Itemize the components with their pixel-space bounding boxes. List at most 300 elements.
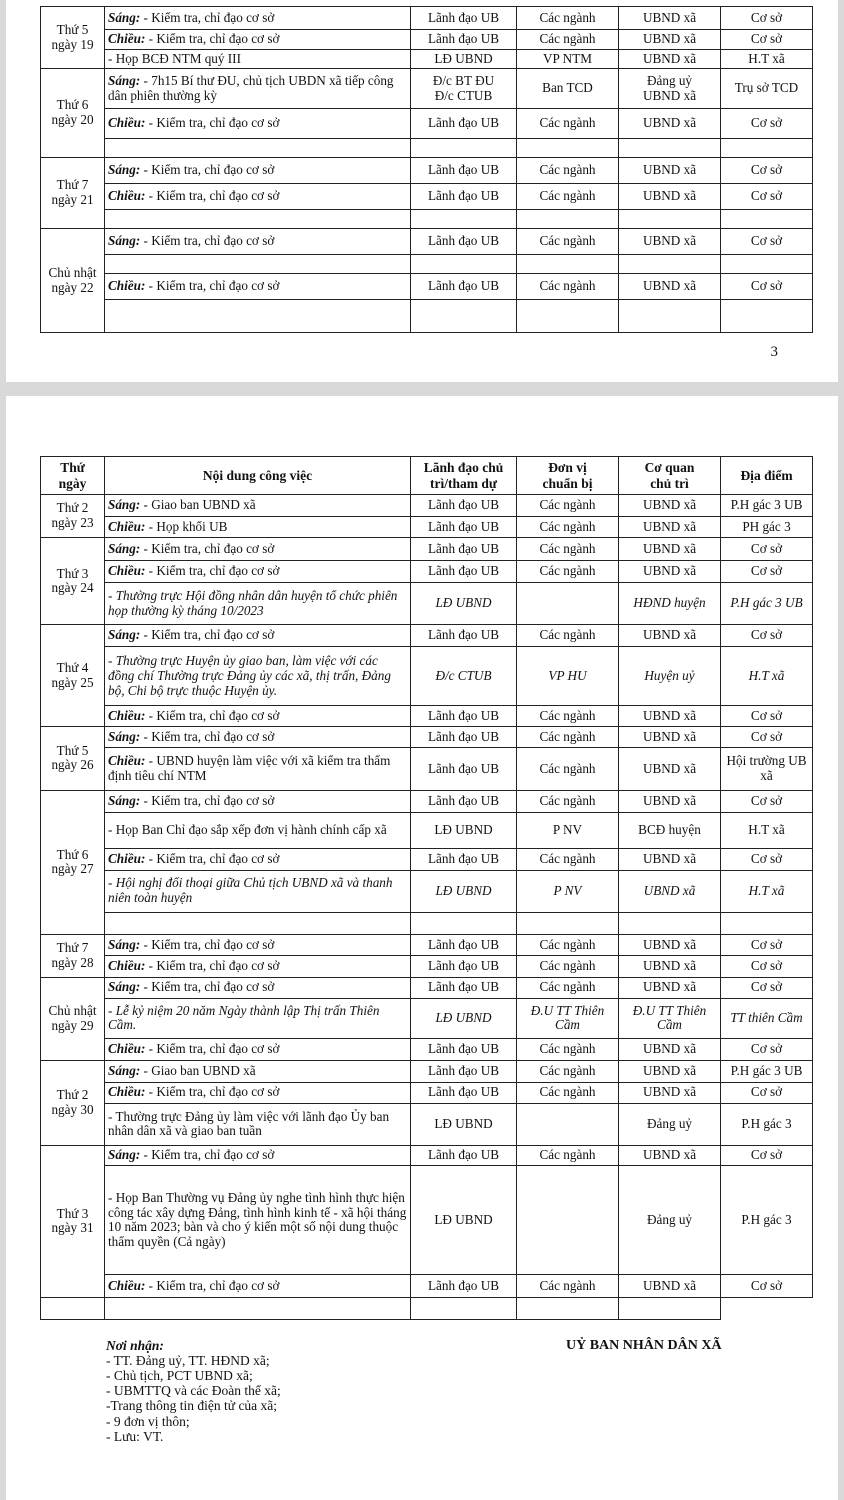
lead-cell: Lãnh đạo UB — [411, 748, 517, 790]
prep-unit-cell — [517, 1166, 619, 1275]
content-text: - Kiểm tra, chỉ đạo cơ sở — [145, 1277, 280, 1293]
day-cell: Chủ nhật ngày 22 — [41, 229, 105, 333]
content-cell — [105, 582, 411, 624]
content-cell — [105, 956, 411, 977]
table-row — [41, 1103, 813, 1145]
content-text: - Kiểm tra, chỉ đạo cơ sở — [145, 278, 280, 294]
table-row — [41, 109, 813, 139]
content-cell — [105, 50, 411, 69]
session-label: Chiều: — [108, 278, 146, 294]
prep-unit-cell: Các ngành — [517, 1146, 619, 1166]
host-agency-cell: UBND xã — [619, 727, 721, 748]
table-row — [41, 255, 813, 274]
content-cell — [105, 255, 411, 274]
content-cell — [105, 625, 411, 647]
table-row — [41, 158, 813, 184]
table-row — [41, 870, 813, 912]
content-text: - Kiểm tra, chỉ đạo cơ sở — [140, 9, 275, 25]
lead-cell: Lãnh đạo UB — [411, 158, 517, 184]
prep-unit-cell: Các ngành — [517, 495, 619, 517]
lead-cell: Lãnh đạo UB — [411, 849, 517, 870]
location-cell: Cơ sở — [721, 1146, 813, 1166]
prep-unit-cell: Các ngành — [517, 517, 619, 538]
location-cell: Cơ sở — [721, 956, 813, 977]
recipient-item: - UBMTTQ và các Đoàn thể xã; — [106, 1383, 281, 1399]
session-label: Sáng: — [108, 979, 141, 995]
table-row — [41, 935, 813, 956]
lead-cell: Đ/c BT ĐU Đ/c CTUB — [411, 69, 517, 109]
content-cell — [105, 139, 411, 158]
table-row — [41, 956, 813, 977]
content-text: - Họp Ban Thường vụ Đảng ủy nghe tình hình thực hiện công tác xây dựng Đảng, tình hình kinh tế - xã hội tháng 10 năm 2023; bàn và cho ý kiến một số nội dung thuộc thẩm quyền (Cả ngày) — [108, 1189, 407, 1250]
session-label: Chiều: — [108, 1041, 146, 1057]
table-row — [41, 50, 813, 69]
prep-unit-cell — [517, 300, 619, 333]
location-cell: Cơ sở — [721, 560, 813, 582]
signature-org: UỶ BAN NHÂN DÂN XÃ — [566, 1338, 722, 1353]
lead-cell: Lãnh đạo UB — [411, 1146, 517, 1166]
prep-unit-cell: Các ngành — [517, 1082, 619, 1103]
host-agency-cell: Đảng uỷ — [619, 1166, 721, 1275]
host-agency-cell: UBND xã — [619, 956, 721, 977]
prep-unit-cell: Các ngành — [517, 935, 619, 956]
table-row — [41, 7, 813, 30]
host-agency-cell — [619, 255, 721, 274]
prep-unit-cell: Các ngành — [517, 274, 619, 300]
location-cell: Cơ sở — [721, 109, 813, 139]
table-row — [41, 538, 813, 560]
table-row — [41, 560, 813, 582]
location-cell: H.T xã — [721, 813, 813, 849]
host-agency-cell: UBND xã — [619, 1146, 721, 1166]
lead-cell — [411, 210, 517, 229]
page-4 — [6, 396, 838, 1500]
header-lead: Lãnh đạo chủ trì/tham dự — [411, 457, 517, 495]
prep-unit-cell: Các ngành — [517, 30, 619, 50]
page-number: 3 — [770, 344, 778, 360]
prep-unit-cell — [411, 1297, 517, 1319]
content-cell — [105, 1275, 411, 1297]
lead-cell: LĐ UBND — [411, 813, 517, 849]
lead-cell: Lãnh đạo UB — [411, 184, 517, 210]
prep-unit-cell — [517, 1103, 619, 1145]
day-cell: Thứ 4 ngày 25 — [41, 625, 105, 727]
lead-cell: Lãnh đạo UB — [411, 538, 517, 560]
prep-unit-cell — [517, 912, 619, 934]
lead-cell: LĐ UBND — [411, 1103, 517, 1145]
host-agency-cell — [619, 210, 721, 229]
schedule-table-page-4 — [40, 456, 813, 1320]
location-cell: Hội trường UB xã — [721, 748, 813, 790]
prep-unit-cell: Đ.U TT Thiên Cầm — [517, 998, 619, 1038]
session-label: Sáng: — [108, 540, 141, 556]
session-label: Chiều: — [108, 518, 146, 534]
host-agency-cell: UBND xã — [619, 790, 721, 812]
host-agency-cell: UBND xã — [619, 1061, 721, 1082]
table-row — [41, 1039, 813, 1061]
header-place: Địa điểm — [721, 457, 813, 495]
host-agency-cell: Huyện uỷ — [619, 647, 721, 706]
content-cell — [105, 870, 411, 912]
content-cell — [105, 109, 411, 139]
prep-unit-cell: Các ngành — [517, 748, 619, 790]
content-cell — [105, 1061, 411, 1082]
day-cell: Thứ 2 ngày 23 — [41, 495, 105, 538]
host-agency-cell: UBND xã — [619, 849, 721, 870]
lead-cell: Lãnh đạo UB — [411, 727, 517, 748]
lead-cell: Lãnh đạo UB — [411, 30, 517, 50]
host-agency-cell: UBND xã — [619, 560, 721, 582]
location-cell: Cơ sở — [721, 1275, 813, 1297]
content-cell — [105, 935, 411, 956]
host-agency-cell: UBND xã — [619, 977, 721, 998]
content-cell — [105, 647, 411, 706]
session-label: Chiều: — [108, 115, 146, 131]
table-row — [41, 229, 813, 255]
content-text: - Hội nghị đối thoại giữa Chủ tịch UBND xã và thanh niên toàn huyện — [108, 875, 393, 906]
host-agency-cell: UBND xã — [619, 935, 721, 956]
host-agency-cell: HĐND huyện — [619, 582, 721, 624]
content-cell — [105, 1082, 411, 1103]
table-row — [41, 748, 813, 790]
table-row — [41, 300, 813, 333]
host-agency-cell: UBND xã — [619, 705, 721, 726]
session-label: Chiều: — [108, 753, 146, 769]
host-agency-cell: UBND xã — [619, 1082, 721, 1103]
session-label: Chiều: — [108, 851, 146, 867]
location-cell: P.H gác 3 UB — [721, 582, 813, 624]
prep-unit-cell: Các ngành — [517, 727, 619, 748]
lead-cell: Lãnh đạo UB — [411, 1082, 517, 1103]
session-label: Chiều: — [108, 707, 146, 723]
host-agency-cell: UBND xã — [619, 495, 721, 517]
content-text: - Kiểm tra, chỉ đạo cơ sở — [145, 31, 280, 47]
host-agency-cell: UBND xã — [619, 748, 721, 790]
prep-unit-cell: Các ngành — [517, 109, 619, 139]
content-cell — [105, 7, 411, 30]
location-cell — [721, 300, 813, 333]
prep-unit-cell — [517, 582, 619, 624]
lead-cell — [411, 300, 517, 333]
content-text: - Giao ban UBND xã — [140, 497, 256, 513]
lead-cell: LĐ UBND — [411, 50, 517, 69]
location-cell: Cơ sở — [721, 229, 813, 255]
location-cell: H.T xã — [721, 50, 813, 69]
content-text: - Kiểm tra, chỉ đạo cơ sở — [140, 162, 275, 178]
host-agency-cell: UBND xã — [619, 50, 721, 69]
lead-cell: Lãnh đạo UB — [411, 625, 517, 647]
header-content: Nội dung công việc — [105, 457, 411, 495]
lead-cell: LĐ UBND — [411, 1166, 517, 1275]
content-cell — [105, 517, 411, 538]
location-cell: TT thiên Cầm — [721, 998, 813, 1038]
host-agency-cell: UBND xã — [619, 184, 721, 210]
day-cell: Chủ nhật ngày 29 — [41, 977, 105, 1061]
location-cell — [721, 139, 813, 158]
host-agency-cell: UBND xã — [619, 109, 721, 139]
host-agency-cell: UBND xã — [619, 538, 721, 560]
location-cell: Cơ sở — [721, 790, 813, 812]
content-cell — [105, 748, 411, 790]
prep-unit-cell: Các ngành — [517, 538, 619, 560]
location-cell: Cơ sở — [721, 30, 813, 50]
host-agency-cell — [517, 1297, 619, 1319]
location-cell: H.T xã — [721, 870, 813, 912]
content-cell — [105, 538, 411, 560]
lead-cell: Lãnh đạo UB — [411, 560, 517, 582]
content-cell — [105, 210, 411, 229]
prep-unit-cell: Ban TCD — [517, 69, 619, 109]
host-agency-cell: UBND xã — [619, 274, 721, 300]
lead-cell: Lãnh đạo UB — [411, 229, 517, 255]
content-cell — [105, 1039, 411, 1061]
lead-cell: LĐ UBND — [411, 998, 517, 1038]
recipients-block — [106, 1338, 281, 1444]
content-text: - Kiểm tra, chỉ đạo cơ sở — [145, 115, 280, 131]
table-row — [41, 705, 813, 726]
day-cell: Thứ 7 ngày 21 — [41, 158, 105, 229]
host-agency-cell — [619, 300, 721, 333]
prep-unit-cell — [517, 210, 619, 229]
location-cell: Cơ sở — [721, 625, 813, 647]
content-text: - Thường trực Huyện ủy giao ban, làm việc với các đồng chí Thường trực Đảng ủy các xã, thị trấn, Đảng bộ, Chi bộ trực thuộc Huyện ủy. — [108, 653, 391, 698]
host-agency-cell: Đảng uỷ — [619, 1103, 721, 1145]
content-text: - Kiểm tra, chỉ đạo cơ sở — [145, 562, 280, 578]
location-cell: H.T xã — [721, 647, 813, 706]
table-row — [41, 30, 813, 50]
table-row — [41, 139, 813, 158]
content-text: - Thường trực Đảng ủy làm việc với lãnh đạo Ủy ban nhân dân xã và giao ban tuần — [108, 1108, 390, 1139]
table-row — [41, 977, 813, 998]
host-agency-cell: UBND xã — [619, 1275, 721, 1297]
host-agency-cell — [619, 912, 721, 934]
lead-cell — [411, 139, 517, 158]
prep-unit-cell: Các ngành — [517, 977, 619, 998]
location-cell: PH gác 3 — [721, 517, 813, 538]
table-row — [41, 1146, 813, 1166]
session-label: Sáng: — [108, 233, 141, 249]
content-text: - Kiểm tra, chỉ đạo cơ sở — [145, 851, 280, 867]
content-cell — [105, 560, 411, 582]
prep-unit-cell: Các ngành — [517, 625, 619, 647]
prep-unit-cell: P NV — [517, 813, 619, 849]
location-cell — [721, 255, 813, 274]
content-cell — [105, 184, 411, 210]
session-label: Sáng: — [108, 497, 141, 513]
lead-cell: Lãnh đạo UB — [411, 1039, 517, 1061]
prep-unit-cell: Các ngành — [517, 229, 619, 255]
lead-cell: Lãnh đạo UB — [411, 705, 517, 726]
host-agency-cell: UBND xã — [619, 1039, 721, 1061]
location-cell: P.H gác 3 — [721, 1166, 813, 1275]
location-cell: Cơ sở — [721, 274, 813, 300]
content-text: - Kiểm tra, chỉ đạo cơ sở — [140, 979, 275, 995]
location-cell — [721, 210, 813, 229]
content-text: - Kiểm tra, chỉ đạo cơ sở — [140, 1147, 275, 1163]
recipient-item: -Trang thông tin điện tử của xã; — [106, 1398, 278, 1414]
host-agency-cell: UBND xã — [619, 625, 721, 647]
location-cell: Cơ sở — [721, 184, 813, 210]
content-text: - Kiểm tra, chỉ đạo cơ sở — [140, 793, 275, 808]
lead-cell: Lãnh đạo UB — [411, 7, 517, 30]
table-row — [41, 727, 813, 748]
table-row — [41, 517, 813, 538]
content-cell — [105, 495, 411, 517]
prep-unit-cell: P NV — [517, 870, 619, 912]
table-row — [41, 1275, 813, 1297]
content-text: - Kiểm tra, chỉ đạo cơ sở — [140, 728, 275, 744]
day-cell: Thứ 6 ngày 20 — [41, 69, 105, 158]
content-text: - Kiểm tra, chỉ đạo cơ sở — [145, 188, 280, 204]
content-text: - Kiểm tra, chỉ đạo cơ sở — [140, 233, 275, 249]
header-prep: Đơn vị chuẩn bị — [517, 457, 619, 495]
content-cell — [105, 158, 411, 184]
content-text: - Giao ban UBND xã — [140, 1063, 256, 1079]
content-text: - Kiểm tra, chỉ đạo cơ sở — [145, 958, 280, 974]
lead-cell: Lãnh đạo UB — [411, 274, 517, 300]
content-text: - Kiểm tra, chỉ đạo cơ sở — [140, 540, 275, 556]
content-cell — [105, 849, 411, 870]
location-cell: Cơ sở — [721, 1082, 813, 1103]
schedule-table-page-3 — [40, 6, 813, 333]
location-cell: P.H gác 3 UB — [721, 495, 813, 517]
host-agency-cell: Đ.U TT Thiên Cầm — [619, 998, 721, 1038]
table-row — [41, 849, 813, 870]
content-cell — [105, 998, 411, 1038]
header-day: Thứ ngày — [41, 457, 105, 495]
content-text: - 7h15 Bí thư ĐU, chủ tịch UBDN xã tiếp công dân phiên thường kỳ — [108, 72, 394, 103]
host-agency-cell: UBND xã — [619, 7, 721, 30]
content-cell — [41, 1297, 105, 1319]
table-row — [41, 69, 813, 109]
lead-cell: Đ/c CTUB — [411, 647, 517, 706]
content-cell — [105, 813, 411, 849]
lead-cell: Lãnh đạo UB — [411, 1061, 517, 1082]
table-row — [41, 1166, 813, 1275]
prep-unit-cell: Các ngành — [517, 560, 619, 582]
session-label: Chiều: — [108, 958, 146, 974]
session-label: Sáng: — [108, 1147, 141, 1163]
lead-cell: Lãnh đạo UB — [411, 956, 517, 977]
content-cell — [105, 274, 411, 300]
prep-unit-cell: Các ngành — [517, 1275, 619, 1297]
location-cell: P.H gác 3 UB — [721, 1061, 813, 1082]
location-cell: Cơ sở — [721, 7, 813, 30]
lead-cell: LĐ UBND — [411, 870, 517, 912]
location-cell: Cơ sở — [721, 705, 813, 726]
content-text: - Kiểm tra, chỉ đạo cơ sở — [145, 1084, 280, 1100]
lead-cell — [105, 1297, 411, 1319]
lead-cell: Lãnh đạo UB — [411, 1275, 517, 1297]
day-cell: Thứ 5 ngày 19 — [41, 7, 105, 69]
prep-unit-cell: Các ngành — [517, 849, 619, 870]
content-cell — [105, 790, 411, 812]
content-cell — [105, 727, 411, 748]
content-cell — [105, 300, 411, 333]
content-cell — [105, 977, 411, 998]
session-label: Sáng: — [108, 72, 141, 88]
recipient-item: - TT. Đảng uỷ, TT. HĐND xã; — [106, 1353, 270, 1369]
host-agency-cell: BCĐ huyện — [619, 813, 721, 849]
lead-cell: Lãnh đạo UB — [411, 109, 517, 139]
day-cell: Thứ 3 ngày 24 — [41, 538, 105, 625]
header-host: Cơ quan chủ trì — [619, 457, 721, 495]
lead-cell — [411, 255, 517, 274]
prep-unit-cell: Các ngành — [517, 7, 619, 30]
content-cell — [105, 1166, 411, 1275]
lead-cell: Lãnh đạo UB — [411, 495, 517, 517]
content-text: - Kiểm tra, chỉ đạo cơ sở — [140, 627, 275, 643]
session-label: Sáng: — [108, 728, 141, 744]
lead-cell: Lãnh đạo UB — [411, 517, 517, 538]
content-text: - Họp khối UB — [145, 518, 228, 534]
table-row — [41, 1297, 813, 1319]
recipient-item: - Lưu: VT. — [106, 1428, 164, 1444]
session-label: Chiều: — [108, 1277, 146, 1293]
prep-unit-cell: Các ngành — [517, 1061, 619, 1082]
session-label: Chiều: — [108, 1084, 146, 1100]
prep-unit-cell: VP NTM — [517, 50, 619, 69]
host-agency-cell: UBND xã — [619, 517, 721, 538]
content-cell — [105, 30, 411, 50]
session-label: Chiều: — [108, 188, 146, 204]
lead-cell: Lãnh đạo UB — [411, 790, 517, 812]
content-cell — [105, 229, 411, 255]
location-cell: Trụ sở TCD — [721, 69, 813, 109]
session-label: Sáng: — [108, 9, 141, 25]
location-cell — [721, 912, 813, 934]
prep-unit-cell: Các ngành — [517, 790, 619, 812]
session-label: Sáng: — [108, 936, 141, 952]
content-cell — [105, 1103, 411, 1145]
content-text: - Lễ kỷ niệm 20 năm Ngày thành lập Thị trấn Thiên Cầm. — [108, 1002, 380, 1033]
location-cell: Cơ sở — [721, 538, 813, 560]
table-row — [41, 184, 813, 210]
session-label: Chiều: — [108, 31, 146, 47]
prep-unit-cell: Các ngành — [517, 1039, 619, 1061]
session-label: Sáng: — [108, 627, 141, 643]
table-row — [41, 647, 813, 706]
location-cell: Cơ sở — [721, 977, 813, 998]
host-agency-cell — [619, 139, 721, 158]
location-cell: Cơ sở — [721, 158, 813, 184]
prep-unit-cell: VP HU — [517, 647, 619, 706]
lead-cell: Lãnh đạo UB — [411, 977, 517, 998]
content-cell — [105, 705, 411, 726]
day-cell: Thứ 3 ngày 31 — [41, 1146, 105, 1297]
content-cell — [105, 912, 411, 934]
session-label: Sáng: — [108, 162, 141, 178]
table-row — [41, 1061, 813, 1082]
host-agency-cell: UBND xã — [619, 870, 721, 912]
host-agency-cell: UBND xã — [619, 229, 721, 255]
day-cell: Thứ 7 ngày 28 — [41, 935, 105, 977]
table-row — [41, 274, 813, 300]
table-row — [41, 790, 813, 812]
session-label: Sáng: — [108, 1063, 141, 1079]
location-cell: Cơ sở — [721, 727, 813, 748]
prep-unit-cell: Các ngành — [517, 158, 619, 184]
content-text: - Họp Ban Chỉ đạo sắp xếp đơn vị hành chính cấp xã — [108, 822, 387, 838]
table-row — [41, 210, 813, 229]
content-text: - Kiểm tra, chỉ đạo cơ sở — [140, 936, 275, 952]
location-cell: Cơ sở — [721, 935, 813, 956]
table-row — [41, 998, 813, 1038]
content-text: - UBND huyện làm việc với xã kiểm tra thẩm định tiêu chí NTM — [108, 753, 391, 784]
day-cell: Thứ 6 ngày 27 — [41, 790, 105, 934]
prep-unit-cell: Các ngành — [517, 184, 619, 210]
table-row — [41, 582, 813, 624]
